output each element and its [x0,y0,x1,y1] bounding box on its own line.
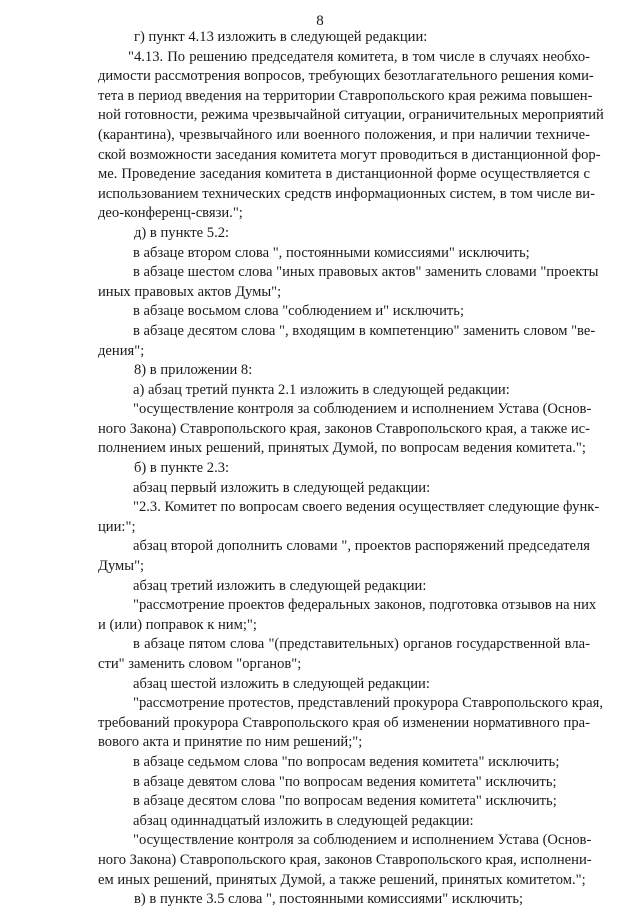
text-line: ции:"; [98,518,136,535]
text-line: г) пункт 4.13 изложить в следующей редакции: [134,29,428,45]
text-line: в абзаце пятом слова "(представительных) органов государственной вла- [133,636,590,653]
text-line: абзац второй дополнить словами ", проектов распоряжений председателя [133,538,590,555]
text-line: требований прокурора Ставропольского края об изменении нормативного пра- [98,714,590,731]
text-line: абзац первый изложить в следующей редакции: [133,479,431,496]
text-line: в абзаце седьмом слова "по вопросам ведения комитета" исключить; [133,753,560,770]
text-line: в абзаце десятом слова "по вопросам ведения комитета" исключить; [133,793,557,810]
text-line: а) абзац третий пункта 2.1 изложить в следующей редакции: [133,381,510,398]
text-line: иных правовых актов Думы"; [98,283,282,300]
text-line: полнением иных решений, принятых Думой, по вопросам ведения комитета."; [98,440,586,457]
text-line: в абзаце восьмом слова "соблюдением и" исключить; [133,303,465,320]
text-line: Думы"; [98,558,145,575]
text-line: сти" заменить словом "органов"; [98,656,302,672]
text-line: "рассмотрение проектов федеральных законов, подготовка отзывов на них [133,597,597,614]
text-line: ного Закона) Ставропольского края, законов Ставропольского края, а также ис- [98,420,590,437]
text-line: дения"; [98,342,145,359]
text-line: ской возможности заседания комитета могут проводиться в дистанционной фор- [98,146,601,163]
text-line: в абзаце шестом слова "иных правовых актов" заменить словами "проекты [133,264,599,281]
text-line: "осуществление контроля за соблюдением и исполнением Устава (Основ- [133,401,592,418]
page-number: 8 [316,13,324,29]
text-line: вового акта и принятие по ним решений;"; [98,734,363,751]
text-line: в абзаце девятом слова "по вопросам ведения комитета" исключить; [133,773,557,790]
text-line: в абзаце втором слова ", постоянными комиссиями" исключить; [133,244,530,261]
text-line: "4.13. По решению председателя комитета, в том числе в случаях необхо- [128,48,590,65]
text-line: "осуществление контроля за соблюдением и исполнением Устава (Основ- [133,832,592,849]
text-line: "2.3. Комитет по вопросам своего ведения осуществляет следующие функ- [133,499,600,516]
text-line: в) в пункте 3.5 слова ", постоянными комиссиями" исключить; [134,891,524,908]
text-line: и (или) поправок к ним;"; [98,616,257,633]
document-body [98,28,604,910]
text-line: абзац одиннадцатый изложить в следующей редакции: [133,812,474,829]
text-line: ного Закона) Ставропольского края, законов Ставропольского края, исполнени- [98,851,592,868]
text-line: д) в пункте 5.2: [134,224,230,241]
text-line: димости рассмотрения вопросов, требующих безотлагательного решения коми- [98,68,594,85]
text-line: ме. Проведение заседания комитета в дистанционной форме осуществляется с [98,166,590,183]
text-line: "рассмотрение протестов, представлений прокурора Ставропольского края, [133,695,603,712]
text-line: тета в период введения на территории Ставропольского края режима повышен- [98,87,593,104]
text-line: абзац шестой изложить в следующей редакции: [133,675,430,692]
text-line: (карантина), чрезвычайного или военного положения, и при наличии техниче- [98,126,590,143]
text-line: в абзаце десятом слова ", входящим в компетенцию" заменить словом "ве- [133,322,596,339]
text-line: 8) в приложении 8: [134,362,253,379]
text-line: ной готовности, режима чрезвычайной ситуации, ограничительных мероприятий [98,107,604,124]
text-line: б) в пункте 2.3: [134,460,230,477]
text-line: абзац третий изложить в следующей редакции: [133,577,427,594]
text-line: использованием технических средств информационных систем, в том числе ви- [98,185,595,202]
text-line: ем иных решений, принятых Думой, а также решений, принятых комитетом."; [98,871,586,888]
text-line: део-конференц-связи."; [98,205,243,222]
